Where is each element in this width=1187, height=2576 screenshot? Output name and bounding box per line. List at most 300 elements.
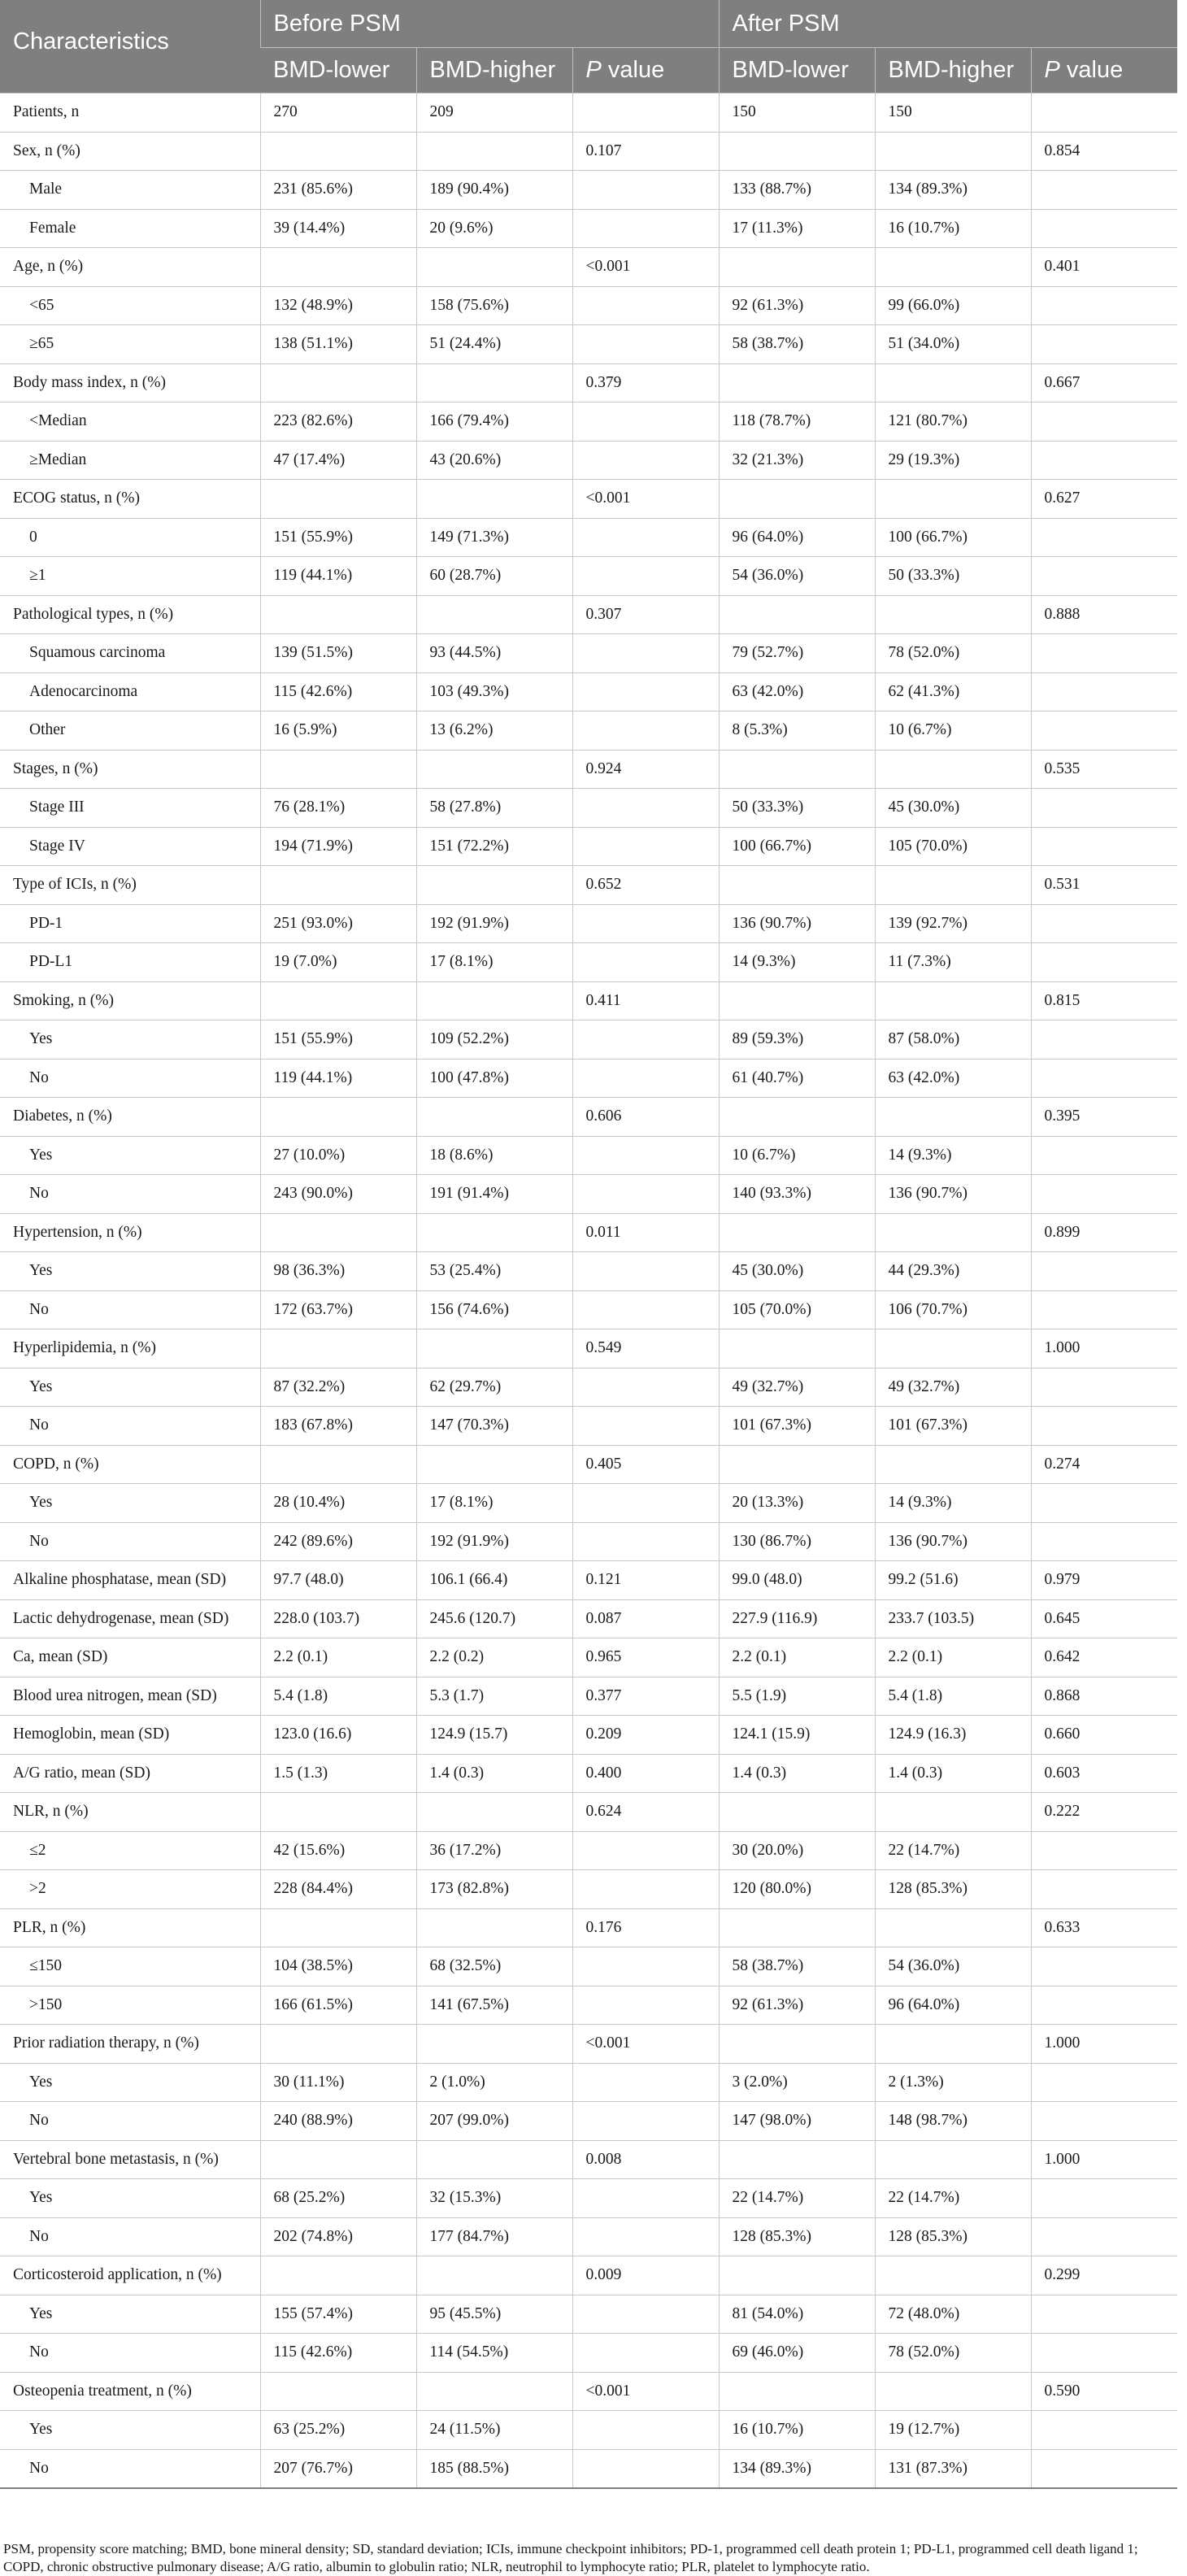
cell-after-p-value bbox=[1031, 1522, 1177, 1561]
cell-before-bmd-lower bbox=[260, 1213, 416, 1252]
cell-after-p-value: 0.888 bbox=[1031, 595, 1177, 634]
cell-before-p-value: <0.001 bbox=[572, 248, 719, 287]
cell-before-p-value: 0.652 bbox=[572, 866, 719, 905]
cell-before-bmd-lower: 19 (7.0%) bbox=[260, 943, 416, 982]
cell-before-bmd-lower bbox=[260, 866, 416, 905]
cell-before-bmd-higher bbox=[416, 132, 572, 171]
cell-after-bmd-lower: 150 bbox=[719, 94, 875, 133]
cell-after-bmd-lower bbox=[719, 1445, 875, 1484]
cell-after-p-value: 0.979 bbox=[1031, 1561, 1177, 1600]
cell-after-bmd-lower bbox=[719, 248, 875, 287]
cell-before-p-value bbox=[572, 441, 719, 480]
cell-characteristic: Yes bbox=[0, 1368, 260, 1407]
cell-characteristic: No bbox=[0, 1059, 260, 1098]
cell-before-p-value bbox=[572, 325, 719, 364]
cell-after-bmd-higher: 45 (30.0%) bbox=[875, 789, 1031, 828]
cell-after-p-value: 0.854 bbox=[1031, 132, 1177, 171]
cell-before-p-value bbox=[572, 1252, 719, 1291]
cell-before-bmd-lower: 30 (11.1%) bbox=[260, 2063, 416, 2102]
cell-after-bmd-lower: 96 (64.0%) bbox=[719, 518, 875, 557]
cell-after-bmd-higher: 62 (41.3%) bbox=[875, 672, 1031, 711]
cell-before-bmd-higher bbox=[416, 1908, 572, 1947]
cell-after-bmd-higher: 44 (29.3%) bbox=[875, 1252, 1031, 1291]
table-row bbox=[0, 1252, 1177, 1291]
cell-before-bmd-lower: 138 (51.1%) bbox=[260, 325, 416, 364]
cell-before-bmd-lower: 76 (28.1%) bbox=[260, 789, 416, 828]
cell-after-bmd-higher: 72 (48.0%) bbox=[875, 2295, 1031, 2334]
cell-characteristic: Type of ICIs, n (%) bbox=[0, 866, 260, 905]
header-after-p-value bbox=[1031, 48, 1177, 94]
cell-after-bmd-lower: 32 (21.3%) bbox=[719, 441, 875, 480]
cell-characteristic: Yes bbox=[0, 2295, 260, 2334]
cell-before-p-value bbox=[572, 518, 719, 557]
table-row bbox=[0, 2217, 1177, 2256]
cell-before-p-value: 0.008 bbox=[572, 2140, 719, 2179]
cell-before-bmd-lower: 228 (84.4%) bbox=[260, 1870, 416, 1909]
table-row bbox=[0, 480, 1177, 519]
cell-before-p-value bbox=[572, 1175, 719, 1214]
cell-characteristic: No bbox=[0, 2449, 260, 2488]
cell-before-bmd-higher bbox=[416, 981, 572, 1020]
table-row bbox=[0, 1484, 1177, 1523]
cell-before-bmd-higher: 141 (67.5%) bbox=[416, 1986, 572, 2025]
cell-before-p-value: 0.606 bbox=[572, 1098, 719, 1137]
cell-after-bmd-lower: 133 (88.7%) bbox=[719, 171, 875, 210]
p-value-suffix: value bbox=[601, 57, 665, 83]
cell-before-bmd-higher: 158 (75.6%) bbox=[416, 286, 572, 325]
table-row bbox=[0, 1020, 1177, 1060]
cell-before-bmd-lower: 172 (63.7%) bbox=[260, 1290, 416, 1329]
cell-before-bmd-higher: 151 (72.2%) bbox=[416, 827, 572, 866]
cell-after-bmd-higher: 148 (98.7%) bbox=[875, 2102, 1031, 2141]
cell-before-p-value bbox=[572, 2102, 719, 2141]
table-row bbox=[0, 1716, 1177, 1755]
cell-after-bmd-higher bbox=[875, 1908, 1031, 1947]
table-row bbox=[0, 2179, 1177, 2218]
cell-before-bmd-higher: 36 (17.2%) bbox=[416, 1831, 572, 1870]
cell-before-p-value bbox=[572, 2179, 719, 2218]
cell-after-bmd-lower bbox=[719, 480, 875, 519]
cell-before-bmd-higher: 68 (32.5%) bbox=[416, 1947, 572, 1986]
cell-characteristic: No bbox=[0, 1175, 260, 1214]
table-row bbox=[0, 1561, 1177, 1600]
cell-after-p-value bbox=[1031, 2102, 1177, 2141]
cell-before-bmd-higher: 100 (47.8%) bbox=[416, 1059, 572, 1098]
cell-after-bmd-lower bbox=[719, 1793, 875, 1832]
cell-before-bmd-higher bbox=[416, 1098, 572, 1137]
table-row bbox=[0, 518, 1177, 557]
cell-after-bmd-lower: 16 (10.7%) bbox=[719, 2411, 875, 2450]
cell-after-bmd-higher: 134 (89.3%) bbox=[875, 171, 1031, 210]
cell-characteristic: Vertebral bone metastasis, n (%) bbox=[0, 2140, 260, 2179]
cell-after-bmd-lower bbox=[719, 2256, 875, 2295]
cell-before-p-value bbox=[572, 1290, 719, 1329]
cell-after-bmd-lower: 22 (14.7%) bbox=[719, 2179, 875, 2218]
cell-before-bmd-lower bbox=[260, 2140, 416, 2179]
cell-after-p-value bbox=[1031, 1020, 1177, 1060]
cell-after-p-value bbox=[1031, 1870, 1177, 1909]
cell-after-bmd-higher bbox=[875, 1329, 1031, 1368]
cell-after-p-value bbox=[1031, 1059, 1177, 1098]
cell-before-bmd-higher: 191 (91.4%) bbox=[416, 1175, 572, 1214]
cell-characteristic: Pathological types, n (%) bbox=[0, 595, 260, 634]
cell-after-bmd-higher: 124.9 (16.3) bbox=[875, 1716, 1031, 1755]
cell-before-bmd-lower: 115 (42.6%) bbox=[260, 672, 416, 711]
table-header bbox=[0, 0, 1177, 94]
cell-before-bmd-higher: 5.3 (1.7) bbox=[416, 1677, 572, 1716]
cell-after-bmd-higher: 96 (64.0%) bbox=[875, 1986, 1031, 2025]
cell-before-bmd-higher: 156 (74.6%) bbox=[416, 1290, 572, 1329]
cell-after-bmd-lower bbox=[719, 363, 875, 402]
cell-before-bmd-lower: 251 (93.0%) bbox=[260, 904, 416, 943]
table-row bbox=[0, 1677, 1177, 1716]
cell-characteristic: No bbox=[0, 2334, 260, 2373]
cell-after-bmd-lower: 134 (89.3%) bbox=[719, 2449, 875, 2488]
cell-characteristic: Sex, n (%) bbox=[0, 132, 260, 171]
cell-after-bmd-higher bbox=[875, 363, 1031, 402]
cell-after-p-value bbox=[1031, 1290, 1177, 1329]
cell-before-bmd-lower: 63 (25.2%) bbox=[260, 2411, 416, 2450]
cell-after-bmd-lower: 49 (32.7%) bbox=[719, 1368, 875, 1407]
cell-before-p-value bbox=[572, 1947, 719, 1986]
cell-before-p-value: 0.411 bbox=[572, 981, 719, 1020]
cell-before-bmd-lower: 87 (32.2%) bbox=[260, 1368, 416, 1407]
cell-characteristic: Hyperlipidemia, n (%) bbox=[0, 1329, 260, 1368]
cell-before-p-value bbox=[572, 286, 719, 325]
table-row bbox=[0, 711, 1177, 751]
cell-after-bmd-higher: 128 (85.3%) bbox=[875, 2217, 1031, 2256]
cell-before-bmd-higher: 43 (20.6%) bbox=[416, 441, 572, 480]
cell-before-bmd-lower: 47 (17.4%) bbox=[260, 441, 416, 480]
cell-before-bmd-higher: 173 (82.8%) bbox=[416, 1870, 572, 1909]
cell-after-bmd-higher: 63 (42.0%) bbox=[875, 1059, 1031, 1098]
cell-before-p-value: 0.209 bbox=[572, 1716, 719, 1755]
cell-before-bmd-higher: 62 (29.7%) bbox=[416, 1368, 572, 1407]
cell-characteristic: <65 bbox=[0, 286, 260, 325]
cell-before-bmd-higher: 166 (79.4%) bbox=[416, 402, 572, 442]
cell-characteristic: PD-1 bbox=[0, 904, 260, 943]
cell-characteristic: Male bbox=[0, 171, 260, 210]
cell-before-bmd-higher bbox=[416, 2025, 572, 2064]
table-row bbox=[0, 2334, 1177, 2373]
cell-before-p-value bbox=[572, 2449, 719, 2488]
cell-before-p-value: 0.176 bbox=[572, 1908, 719, 1947]
cell-after-p-value bbox=[1031, 2411, 1177, 2450]
cell-before-bmd-higher bbox=[416, 1793, 572, 1832]
cell-after-p-value bbox=[1031, 2063, 1177, 2102]
cell-after-bmd-higher: 22 (14.7%) bbox=[875, 2179, 1031, 2218]
cell-after-bmd-lower: 92 (61.3%) bbox=[719, 286, 875, 325]
cell-after-p-value: 0.401 bbox=[1031, 248, 1177, 287]
cell-before-bmd-lower: 104 (38.5%) bbox=[260, 1947, 416, 1986]
cell-before-bmd-higher: 245.6 (120.7) bbox=[416, 1599, 572, 1638]
cell-after-p-value: 0.899 bbox=[1031, 1213, 1177, 1252]
table-row bbox=[0, 2372, 1177, 2411]
header-after-bmd-lower: BMD-lower bbox=[719, 48, 875, 94]
cell-before-bmd-lower bbox=[260, 2256, 416, 2295]
cell-after-p-value: 0.633 bbox=[1031, 1908, 1177, 1947]
cell-after-p-value bbox=[1031, 827, 1177, 866]
cell-before-p-value bbox=[572, 171, 719, 210]
cell-after-bmd-lower: 118 (78.7%) bbox=[719, 402, 875, 442]
cell-before-bmd-higher: 2 (1.0%) bbox=[416, 2063, 572, 2102]
header-before-p-value bbox=[572, 48, 719, 94]
cell-after-bmd-higher bbox=[875, 2372, 1031, 2411]
cell-after-p-value bbox=[1031, 1175, 1177, 1214]
cell-after-bmd-higher: 19 (12.7%) bbox=[875, 2411, 1031, 2450]
cell-after-bmd-lower bbox=[719, 2025, 875, 2064]
cell-after-bmd-lower bbox=[719, 132, 875, 171]
cell-before-bmd-higher: 177 (84.7%) bbox=[416, 2217, 572, 2256]
cell-before-bmd-higher: 95 (45.5%) bbox=[416, 2295, 572, 2334]
cell-after-bmd-lower: 50 (33.3%) bbox=[719, 789, 875, 828]
table-footnote: PSM, propensity score matching; BMD, bone mineral density; SD, standard deviation; ICIs, immune checkpoint inhibitors; PD-1, programmed cell death protein 1; PD-L1, programmed cell death ligand 1; COPD, chronic obstructive pulmonary disease; A/G ratio, albumin to globulin ratio; NLR, neutrophil to lymphocyte ratio; PLR, platelet to lymphocyte ratio. bbox=[3, 2541, 1138, 2574]
cell-before-bmd-higher bbox=[416, 1329, 572, 1368]
table-row bbox=[0, 1599, 1177, 1638]
cell-before-bmd-lower bbox=[260, 2372, 416, 2411]
cell-after-bmd-higher: 54 (36.0%) bbox=[875, 1947, 1031, 1986]
cell-before-p-value bbox=[572, 711, 719, 751]
cell-after-p-value bbox=[1031, 557, 1177, 596]
table-row bbox=[0, 1213, 1177, 1252]
cell-characteristic: Yes bbox=[0, 1252, 260, 1291]
cell-after-bmd-higher: 1.4 (0.3) bbox=[875, 1754, 1031, 1793]
cell-before-bmd-lower: 123.0 (16.6) bbox=[260, 1716, 416, 1755]
cell-after-p-value bbox=[1031, 1252, 1177, 1291]
cell-after-p-value bbox=[1031, 402, 1177, 442]
cell-before-p-value: <0.001 bbox=[572, 2025, 719, 2064]
cell-after-p-value: 0.660 bbox=[1031, 1716, 1177, 1755]
table-row bbox=[0, 2449, 1177, 2488]
cell-after-bmd-lower: 105 (70.0%) bbox=[719, 1290, 875, 1329]
cell-after-p-value: 0.274 bbox=[1031, 1445, 1177, 1484]
cell-after-p-value: 0.395 bbox=[1031, 1098, 1177, 1137]
cell-after-p-value: 0.868 bbox=[1031, 1677, 1177, 1716]
cell-characteristic: No bbox=[0, 2217, 260, 2256]
cell-before-p-value: 0.624 bbox=[572, 1793, 719, 1832]
cell-characteristic: ≤150 bbox=[0, 1947, 260, 1986]
cell-after-bmd-lower: 79 (52.7%) bbox=[719, 634, 875, 673]
cell-before-p-value: 0.549 bbox=[572, 1329, 719, 1368]
cell-after-bmd-lower: 54 (36.0%) bbox=[719, 557, 875, 596]
cell-before-bmd-higher: 18 (8.6%) bbox=[416, 1136, 572, 1175]
table-row bbox=[0, 1290, 1177, 1329]
table-row bbox=[0, 2063, 1177, 2102]
cell-after-p-value bbox=[1031, 672, 1177, 711]
cell-after-p-value: 0.645 bbox=[1031, 1599, 1177, 1638]
cell-before-p-value bbox=[572, 1059, 719, 1098]
cell-after-p-value bbox=[1031, 1831, 1177, 1870]
cell-before-bmd-lower: 119 (44.1%) bbox=[260, 557, 416, 596]
cell-characteristic: PD-L1 bbox=[0, 943, 260, 982]
cell-after-bmd-lower: 100 (66.7%) bbox=[719, 827, 875, 866]
table-row bbox=[0, 1059, 1177, 1098]
cell-characteristic: Stages, n (%) bbox=[0, 750, 260, 789]
cell-after-bmd-lower: 3 (2.0%) bbox=[719, 2063, 875, 2102]
cell-after-bmd-higher: 105 (70.0%) bbox=[875, 827, 1031, 866]
cell-before-bmd-lower: 242 (89.6%) bbox=[260, 1522, 416, 1561]
cell-characteristic: ≥Median bbox=[0, 441, 260, 480]
cell-after-p-value bbox=[1031, 2295, 1177, 2334]
cell-after-bmd-higher: 5.4 (1.8) bbox=[875, 1677, 1031, 1716]
cell-before-bmd-higher bbox=[416, 480, 572, 519]
cell-after-bmd-higher: 51 (34.0%) bbox=[875, 325, 1031, 364]
header-characteristics: Characteristics bbox=[0, 0, 260, 94]
table-row bbox=[0, 981, 1177, 1020]
cell-before-bmd-higher bbox=[416, 2372, 572, 2411]
cell-before-p-value bbox=[572, 402, 719, 442]
cell-before-bmd-lower: 166 (61.5%) bbox=[260, 1986, 416, 2025]
cell-before-bmd-lower bbox=[260, 595, 416, 634]
cell-before-bmd-higher: 93 (44.5%) bbox=[416, 634, 572, 673]
cell-after-bmd-higher: 150 bbox=[875, 94, 1031, 133]
cell-after-bmd-higher: 78 (52.0%) bbox=[875, 634, 1031, 673]
cell-before-bmd-lower bbox=[260, 480, 416, 519]
cell-characteristic: Prior radiation therapy, n (%) bbox=[0, 2025, 260, 2064]
cell-before-bmd-lower bbox=[260, 981, 416, 1020]
cell-after-p-value bbox=[1031, 904, 1177, 943]
cell-after-bmd-lower: 10 (6.7%) bbox=[719, 1136, 875, 1175]
table-row bbox=[0, 634, 1177, 673]
table-row bbox=[0, 1986, 1177, 2025]
cell-before-p-value bbox=[572, 209, 719, 248]
table-row bbox=[0, 402, 1177, 442]
cell-after-bmd-higher bbox=[875, 248, 1031, 287]
cell-after-p-value: 1.000 bbox=[1031, 2025, 1177, 2064]
cell-after-bmd-lower bbox=[719, 1908, 875, 1947]
cell-before-bmd-higher: 17 (8.1%) bbox=[416, 943, 572, 982]
cell-before-bmd-lower bbox=[260, 1908, 416, 1947]
cell-before-bmd-lower bbox=[260, 750, 416, 789]
cell-after-p-value bbox=[1031, 1484, 1177, 1523]
cell-characteristic: Osteopenia treatment, n (%) bbox=[0, 2372, 260, 2411]
cell-after-bmd-higher: 14 (9.3%) bbox=[875, 1484, 1031, 1523]
cell-after-bmd-higher: 29 (19.3%) bbox=[875, 441, 1031, 480]
cell-characteristic: Patients, n bbox=[0, 94, 260, 133]
cell-after-bmd-lower: 140 (93.3%) bbox=[719, 1175, 875, 1214]
cell-before-p-value bbox=[572, 904, 719, 943]
p-italic: P bbox=[585, 57, 602, 83]
cell-characteristic: <Median bbox=[0, 402, 260, 442]
table-row bbox=[0, 1793, 1177, 1832]
table-row bbox=[0, 1947, 1177, 1986]
table-row bbox=[0, 171, 1177, 210]
cell-before-bmd-higher: 124.9 (15.7) bbox=[416, 1716, 572, 1755]
cell-after-p-value bbox=[1031, 1368, 1177, 1407]
cell-after-p-value bbox=[1031, 1947, 1177, 1986]
cell-after-bmd-lower: 69 (46.0%) bbox=[719, 2334, 875, 2373]
cell-characteristic: Stage IV bbox=[0, 827, 260, 866]
cell-after-bmd-lower bbox=[719, 2140, 875, 2179]
cell-before-bmd-lower: 151 (55.9%) bbox=[260, 518, 416, 557]
cell-after-p-value bbox=[1031, 171, 1177, 210]
cell-before-p-value: 0.965 bbox=[572, 1638, 719, 1677]
table-row bbox=[0, 2140, 1177, 2179]
cell-before-bmd-lower bbox=[260, 1445, 416, 1484]
cell-after-bmd-lower: 58 (38.7%) bbox=[719, 325, 875, 364]
cell-after-bmd-higher bbox=[875, 480, 1031, 519]
cell-before-p-value bbox=[572, 94, 719, 133]
cell-after-bmd-lower bbox=[719, 1329, 875, 1368]
cell-after-bmd-lower bbox=[719, 1098, 875, 1137]
cell-after-bmd-lower: 136 (90.7%) bbox=[719, 904, 875, 943]
cell-after-bmd-higher: 10 (6.7%) bbox=[875, 711, 1031, 751]
table-row bbox=[0, 441, 1177, 480]
cell-after-bmd-higher: 128 (85.3%) bbox=[875, 1870, 1031, 1909]
cell-before-bmd-higher bbox=[416, 1213, 572, 1252]
cell-after-p-value bbox=[1031, 943, 1177, 982]
cell-after-p-value bbox=[1031, 94, 1177, 133]
cell-before-bmd-lower: 223 (82.6%) bbox=[260, 402, 416, 442]
cell-after-bmd-lower: 45 (30.0%) bbox=[719, 1252, 875, 1291]
cell-before-p-value: 0.307 bbox=[572, 595, 719, 634]
cell-after-p-value: 0.590 bbox=[1031, 2372, 1177, 2411]
cell-before-bmd-higher bbox=[416, 595, 572, 634]
cell-after-bmd-lower: 227.9 (116.9) bbox=[719, 1599, 875, 1638]
cell-after-bmd-lower: 81 (54.0%) bbox=[719, 2295, 875, 2334]
cell-before-bmd-lower: 240 (88.9%) bbox=[260, 2102, 416, 2141]
cell-before-bmd-lower bbox=[260, 1098, 416, 1137]
cell-before-p-value: 0.107 bbox=[572, 132, 719, 171]
cell-after-bmd-higher: 106 (70.7%) bbox=[875, 1290, 1031, 1329]
cell-before-bmd-higher: 32 (15.3%) bbox=[416, 2179, 572, 2218]
cell-after-bmd-higher: 49 (32.7%) bbox=[875, 1368, 1031, 1407]
cell-before-bmd-higher: 13 (6.2%) bbox=[416, 711, 572, 751]
cell-after-p-value: 0.815 bbox=[1031, 981, 1177, 1020]
cell-before-p-value bbox=[572, 2334, 719, 2373]
table-row bbox=[0, 750, 1177, 789]
cell-characteristic: PLR, n (%) bbox=[0, 1908, 260, 1947]
cell-before-bmd-lower: 270 bbox=[260, 94, 416, 133]
table-row bbox=[0, 325, 1177, 364]
cell-after-p-value bbox=[1031, 2449, 1177, 2488]
table-row bbox=[0, 1831, 1177, 1870]
cell-before-bmd-higher: 192 (91.9%) bbox=[416, 904, 572, 943]
cell-before-bmd-higher bbox=[416, 2140, 572, 2179]
cell-before-bmd-lower bbox=[260, 363, 416, 402]
cell-before-p-value bbox=[572, 1986, 719, 2025]
cell-before-p-value bbox=[572, 2295, 719, 2334]
cell-after-bmd-higher: 99.2 (51.6) bbox=[875, 1561, 1031, 1600]
table-row bbox=[0, 2025, 1177, 2064]
cell-before-bmd-lower: 202 (74.8%) bbox=[260, 2217, 416, 2256]
cell-after-p-value: 0.299 bbox=[1031, 2256, 1177, 2295]
cell-after-bmd-higher: 2.2 (0.1) bbox=[875, 1638, 1031, 1677]
cell-before-p-value bbox=[572, 943, 719, 982]
cell-after-bmd-lower: 128 (85.3%) bbox=[719, 2217, 875, 2256]
table-row bbox=[0, 248, 1177, 287]
cell-characteristic: COPD, n (%) bbox=[0, 1445, 260, 1484]
cell-before-bmd-higher: 51 (24.4%) bbox=[416, 325, 572, 364]
table-row bbox=[0, 2295, 1177, 2334]
cell-characteristic: Female bbox=[0, 209, 260, 248]
cell-after-bmd-higher: 99 (66.0%) bbox=[875, 286, 1031, 325]
cell-characteristic: Body mass index, n (%) bbox=[0, 363, 260, 402]
cell-before-p-value: <0.001 bbox=[572, 480, 719, 519]
cell-after-bmd-lower: 92 (61.3%) bbox=[719, 1986, 875, 2025]
cell-characteristic: ≥1 bbox=[0, 557, 260, 596]
cell-after-bmd-higher bbox=[875, 750, 1031, 789]
cell-before-bmd-lower bbox=[260, 2025, 416, 2064]
cell-after-bmd-lower: 1.4 (0.3) bbox=[719, 1754, 875, 1793]
cell-after-p-value: 0.603 bbox=[1031, 1754, 1177, 1793]
cell-before-p-value bbox=[572, 827, 719, 866]
table-row bbox=[0, 672, 1177, 711]
cell-after-bmd-higher bbox=[875, 2256, 1031, 2295]
cell-before-p-value bbox=[572, 1136, 719, 1175]
cell-before-p-value: 0.377 bbox=[572, 1677, 719, 1716]
cell-characteristic: ≥65 bbox=[0, 325, 260, 364]
